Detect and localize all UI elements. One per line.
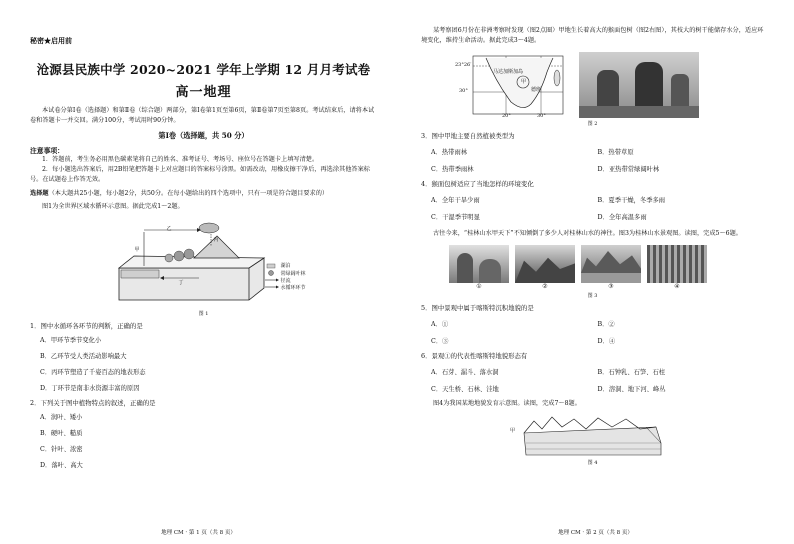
question-2: 2．下列关于图中植物特点的叙述，正确的是	[30, 399, 156, 407]
q2-option-d: D．落叶、高大	[40, 462, 83, 469]
exam-intro: 本试卷分第Ⅰ卷（选择题）和第Ⅱ卷（综合题）两部分，第Ⅰ卷第1页至第6页，第Ⅱ卷第7页至第8页。考试结束后，请将本试卷和答题卡一并交回。满分100分，考试用时90分钟。	[30, 107, 375, 124]
q1-option-c: C．丙环节塑造了千姿百态的地表形态	[40, 369, 146, 376]
map-lat-2: 30°	[459, 88, 468, 94]
section-1-heading: 第Ⅰ卷（选择题，共 50 分）	[158, 131, 249, 140]
fig4-caption: 图 4	[587, 460, 598, 466]
question-4: 4．猴面包树适应了当地怎样的环境变化	[421, 180, 534, 188]
q6-options-row-2	[421, 385, 764, 395]
right-page	[397, 0, 794, 544]
choice-text: （本大题共25小题，每小题2分，共50分。在每小题给出的四个选项中，只有一项是符合题目要求的）	[48, 190, 329, 197]
q4-options-row-2	[421, 213, 764, 223]
fig1-label-jia: 甲	[134, 247, 140, 253]
legend-forest: 常绿阔叶林	[280, 271, 306, 277]
question-3: 3．图中甲地主要自然植被类型为	[421, 132, 515, 140]
q6-option-b: B．石钟乳、石笋、石柱	[597, 369, 666, 376]
fig3-caption: 图 3	[587, 293, 598, 299]
secret-label: 秘密★启用前	[30, 36, 72, 45]
q4-option-c: C．干湿季节明显	[431, 214, 480, 221]
subject-title: 高一地理	[175, 85, 232, 100]
figure-3-photos	[421, 245, 764, 290]
right-page-footer: 地理 CM · 第 2 页（共 8 页）	[558, 530, 633, 536]
water-cycle-diagram	[99, 218, 309, 308]
legend-lake: 湖泊	[280, 263, 291, 269]
q4-option-a: A．全年干旱少雨	[431, 197, 480, 204]
q3-options-row-1	[421, 148, 764, 158]
q4-option-d: D．全年高温多雨	[597, 214, 647, 221]
choice-instructions	[30, 189, 377, 199]
q1-option-a: A．甲环节季节变化小	[40, 337, 102, 344]
legend-cycle: 水循环环节	[280, 285, 306, 291]
q1-option-d: D．丁环节是南非水资源丰富的原因	[40, 385, 140, 392]
figure-1-water-cycle	[99, 218, 309, 308]
africa-map	[455, 52, 571, 119]
notice-item-2: 2．每小题选出答案后，用2B铅笔把答题卡上对应题目的答案标号涂黑。如需改动，用橡皮擦干净后，再选涂其他答案标号。在试题卷上作答无效。	[30, 166, 370, 183]
question-6: 6．景观①的代表性喀斯特地貌形态有	[421, 352, 528, 360]
q2-option-c: C．针叶、浓密	[40, 446, 83, 453]
map-place-jia: 甲	[521, 79, 527, 85]
q5-option-a: A．①	[431, 321, 449, 328]
figure-4-landform	[510, 413, 666, 457]
map-lon-1: 20°	[502, 113, 511, 119]
fig1-label-bing: 丙	[213, 237, 219, 243]
q3-option-b: B．热带草原	[597, 149, 634, 156]
q5-option-d: D．④	[597, 338, 616, 345]
q6-option-d: D．溶洞、地下河、峰丛	[597, 386, 666, 393]
q34-intro: 某考察团6月份在非洲考察时发现（图2点圈）甲地生长着高大的猴面包树（图2右图），其枝大的树干能储存水分，适应环境变化，维持生命活动。据此完成3～4题。	[421, 27, 764, 44]
choice-label: 选择题	[30, 190, 49, 197]
fig1-label-ding: 丁	[178, 280, 184, 286]
q5-options-row-2	[421, 337, 764, 347]
notice-title: 注意事项：	[30, 147, 64, 155]
fig4-label-jia: 甲	[510, 428, 516, 434]
legend-runoff: 径流	[280, 278, 291, 284]
photo-3	[581, 245, 641, 290]
question-1: 1．图中水循环各环节的判断，正确的是	[30, 322, 143, 330]
q5-option-b: B．②	[597, 321, 615, 328]
q78-intro: 图4为我国某地地貌发育示意图。读图，完成7～8题。	[433, 400, 581, 407]
q3-options-row-2	[421, 165, 764, 175]
map-lon-2: 30°	[537, 113, 546, 119]
q4-options-row-1	[421, 196, 764, 206]
q6-option-c: C．天生桥、石林、洼地	[431, 386, 499, 393]
photo-4	[647, 245, 707, 290]
q1-option-b: B．乙环节受人类活动影响最大	[40, 353, 127, 360]
photo-2	[515, 245, 575, 290]
q5-option-c: C．③	[431, 338, 449, 345]
map-region-label: 马达加斯加岛	[493, 69, 524, 75]
map-lat-1: 23°26′	[455, 62, 472, 68]
fig1-intro: 图1为全世界区域水循环示意图。据此完成1～2题。	[42, 203, 184, 210]
left-page-footer: 地理 CM · 第 1 页（共 8 页）	[161, 530, 236, 536]
fig1-label-yi: 乙	[166, 226, 172, 232]
q2-option-a: A．润叶、矮小	[40, 414, 83, 421]
q3-option-d: D．亚热带常绿阔叶林	[597, 166, 660, 173]
q2-option-b: B．硬叶、糙质	[40, 430, 83, 437]
photo-1-label: ①	[476, 283, 482, 290]
q4-option-b: B．夏季干燥，冬季多雨	[597, 197, 666, 204]
map-city-label: 德班	[531, 87, 542, 93]
q6-option-a: A．石芽、漏斗、落水洞	[431, 369, 499, 376]
baobab-photo	[579, 52, 699, 118]
fig2-caption: 图 2	[587, 121, 598, 127]
photo-2-label: ②	[542, 283, 548, 290]
notice-item-1: 1．答题前，考生务必用黑色碳素笔将自己的姓名、准考证号、考场号、座位号在答题卡上填写清楚。	[42, 156, 319, 163]
photo-4-label: ④	[674, 283, 680, 290]
q3-option-c: C．热带季雨林	[431, 166, 474, 173]
photo-3-label: ③	[608, 283, 614, 290]
q56-intro: 古往今来，“桂林山水甲天下”不知倾倒了多少人对桂林山水的神往。图3为桂林山水景观图。读图，完成5～6题。	[433, 230, 742, 237]
question-5: 5．图中景观中属于喀斯特沉积地貌的是	[421, 304, 534, 312]
school-title: 沧源县民族中学 2020~2021 学年上学期 12 月月考试卷	[36, 62, 371, 77]
photo-1	[449, 245, 509, 290]
q5-options-row-1	[421, 320, 764, 330]
q6-options-row-1	[421, 368, 764, 378]
figure-2	[421, 52, 764, 118]
q3-option-a: A．热带雨林	[431, 149, 468, 156]
fig1-caption: 图 1	[198, 311, 209, 317]
